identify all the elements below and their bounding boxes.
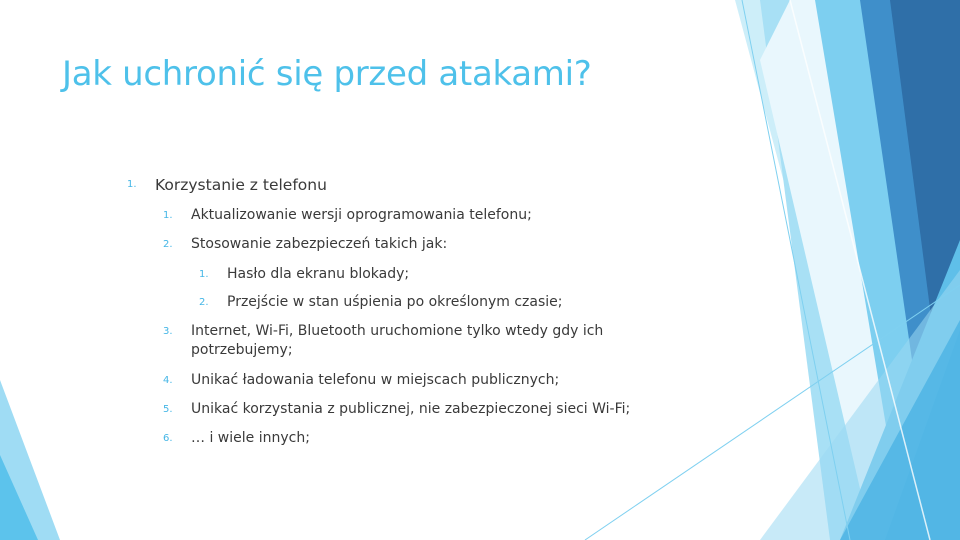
list-text: Internet, Wi-Fi, Bluetooth uruchomione tylko wtedy gdy ich potrzebujemy; xyxy=(191,323,604,358)
list-text: Przejście w stan uśpienia po określonym czasie; xyxy=(227,294,563,310)
list-text: Hasło dla ekranu blokady; xyxy=(227,266,410,282)
list-text: Stosowanie zabezpieczeń takich jak: xyxy=(191,236,448,252)
list-item xyxy=(163,235,643,254)
list-item xyxy=(163,429,643,448)
list-item xyxy=(199,293,562,312)
list-number: 2. xyxy=(163,239,173,250)
list-text: Korzystanie z telefonu xyxy=(155,176,327,194)
list-text: … i wiele innych; xyxy=(191,430,310,446)
list-number: 1. xyxy=(163,210,173,221)
list-text: Unikać korzystania z publicznej, nie zabezpieczonej sieci Wi-Fi; xyxy=(191,401,631,417)
slide-title: Jak uchronić się przed atakami? xyxy=(62,54,592,94)
list-number: 3. xyxy=(163,326,173,337)
list-item xyxy=(127,175,327,195)
list-number: 1. xyxy=(199,269,209,280)
list-text: Aktualizowanie wersji oprogramowania telefonu; xyxy=(191,207,532,223)
list-number: 2. xyxy=(199,297,209,308)
list-item xyxy=(199,265,409,284)
list-number: 1. xyxy=(127,179,137,190)
list-item xyxy=(163,206,643,225)
list-number: 4. xyxy=(163,375,173,386)
list-item xyxy=(163,322,633,360)
list-item xyxy=(163,400,643,419)
list-text: Unikać ładowania telefonu w miejscach publicznych; xyxy=(191,372,560,388)
list-number: 5. xyxy=(163,404,173,415)
list-number: 6. xyxy=(163,433,173,444)
list-item xyxy=(163,371,643,390)
